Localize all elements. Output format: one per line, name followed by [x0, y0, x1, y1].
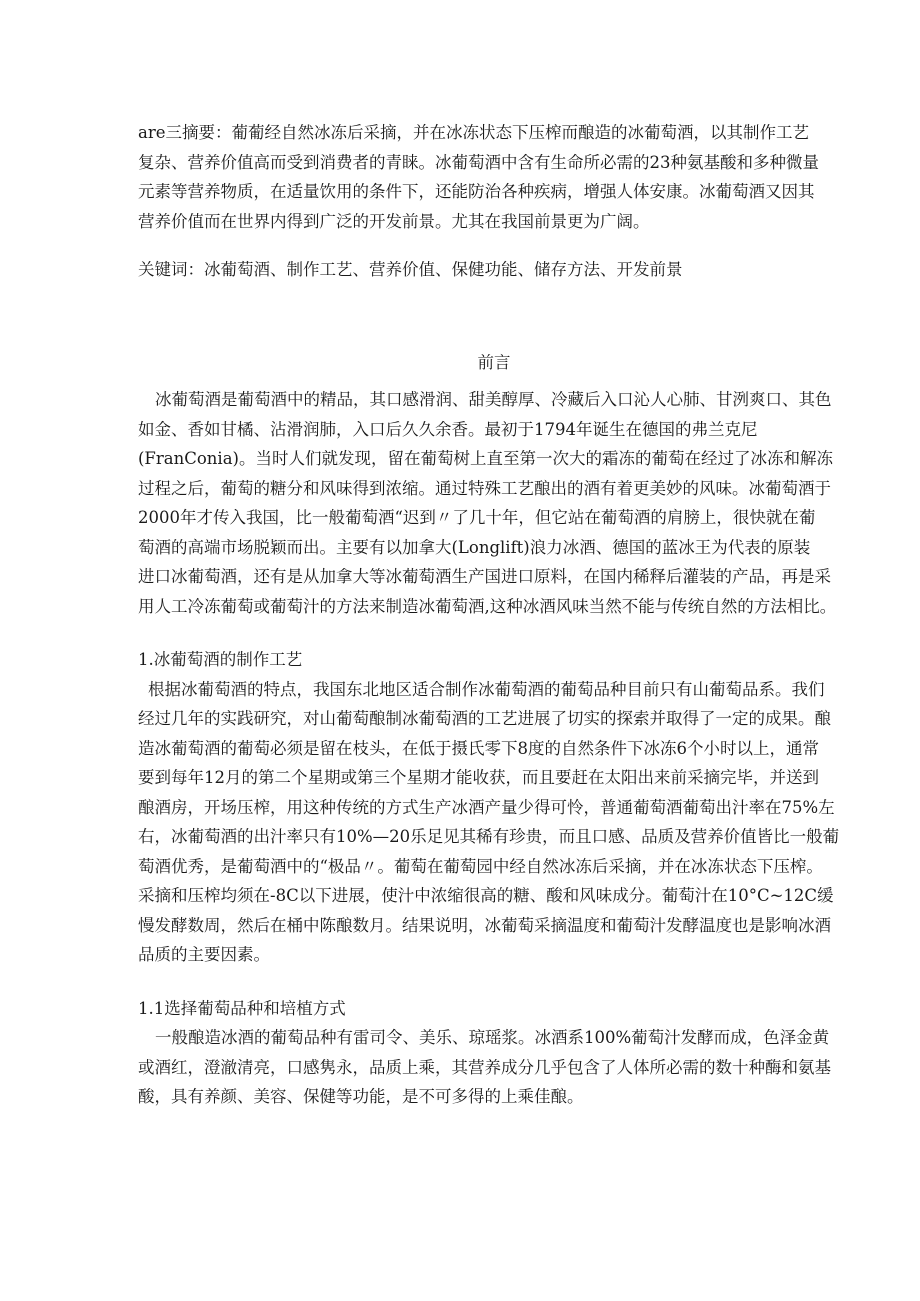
section-line: 品质的主要因素。 [138, 945, 270, 964]
abstract-paragraph [138, 118, 850, 236]
abstract-line: 元素等营养物质，在适量饮用的条件下，还能防治各种疾病，增强人体安康。冰葡萄酒又因其 [138, 182, 815, 201]
section-line: 采摘和压榨均须在-8C以下进展，使汁中浓缩很高的糖、酸和风味成分。葡萄汁在10°C~12C缓 [138, 886, 834, 905]
abstract-line: 复杂、营养价值高而受到消费者的青睐。冰葡萄酒中含有生命所必需的23种氨基酸和多种微量 [138, 152, 819, 172]
preface-paragraph [138, 385, 850, 621]
section-line: 萄酒优秀，是葡萄酒中的“极品〃。葡萄在葡萄园中经自然冰冻后采摘，并在冰冻状态下压榨。 [138, 856, 823, 876]
document-page [138, 118, 850, 1112]
section-line: 造冰葡萄酒的葡萄必须是留在枝头，在低于摄氏零下8度的自然条件下冰冻6个小时以上，通常 [138, 738, 819, 758]
preface-line: 用人工冷冻葡萄或葡萄汁的方法来制造冰葡萄酒,这种冰酒风味当然不能与传统自然的方法相比。 [138, 596, 837, 616]
preface-line: (FranConia)。当时人们就发现，留在葡萄树上直至第一次大的霜冻的葡萄在经过了冰冻和解冻 [138, 449, 833, 468]
section-paragraph [138, 675, 850, 970]
preface-line: 萄酒的高端市场脱颖而出。主要有以加拿大(Longlift)浪力冰酒、德国的蓝冰王为代表的原装 [138, 537, 811, 557]
preface-line: 如金、香如甘橘、沾滑润肺，入口后久久余香。最初于1794年诞生在德国的弗兰克尼 [138, 419, 758, 439]
section-line: 右，冰葡萄酒的出汁率只有10%—20乐足见其稀有珍贵，而且口感、品质及营养价值皆比一般葡 [138, 827, 840, 846]
section-line: 经过几年的实践研究，对山葡萄酿制冰葡萄酒的工艺进展了切实的探索并取得了一定的成果。酿 [138, 709, 831, 728]
abstract-line: are三摘要：葡葡经自然冰冻后采摘，并在冰冻状态下压榨而酿造的冰葡萄酒，以其制作工艺 [138, 123, 809, 142]
preface-title: 前言 [477, 352, 511, 372]
section-line: 慢发酵数周，然后在桶中陈酿数月。结果说明，冰葡萄采摘温度和葡萄汁发酵温度也是影响冰酒 [138, 915, 831, 935]
subsection-line: 一般酿造冰酒的葡萄品种有雷司令、美乐、琼瑶浆。冰酒系100%葡萄汁发酵而成，色泽金黄 [155, 1028, 830, 1047]
preface-line: 过程之后，葡萄的糖分和风味得到浓缩。通过特殊工艺酿出的酒有着更美妙的风味。冰葡萄酒于 [138, 478, 831, 498]
abstract-line: 营养价值而在世界内得到广泛的开发前景。尤其在我国前景更为广阔。 [138, 211, 650, 231]
keywords-line: 关键词：冰葡萄酒、制作工艺、营养价值、保健功能、储存方法、开发前景 [138, 260, 683, 279]
subsection-heading: 1.1选择葡萄品种和培植方式 [138, 998, 346, 1018]
section-heading: 1.冰葡萄酒的制作工艺 [138, 650, 303, 669]
section-line: 要到每年12月的第二个星期或第三个星期才能收获，而且要赶在太阳出来前采摘完毕，并送到 [138, 768, 819, 787]
preface-line: 冰葡萄酒是葡萄酒中的精品，其口感滑润、甜美醇厚、冷藏后入口沁人心肺、甘洌爽口、其色 [155, 390, 832, 409]
subsection-paragraph [138, 1023, 850, 1112]
section-line: 酿酒房，开场压榨，用这种传统的方式生产冰酒产量少得可怜，普通葡萄酒葡萄出汁率在75%左 [138, 797, 835, 817]
preface-line: 2000年才传入我国，比一般葡萄酒“迟到〃了几十年，但它站在葡萄酒的肩膀上，很快就在葡 [138, 508, 816, 527]
preface-line: 进口冰葡萄酒，还有是从加拿大等冰葡萄酒生产国进口原料，在国内稀释后灌装的产品，再是采 [138, 567, 831, 586]
subsection-line: 酸，具有养颜、美容、保健等功能，是不可多得的上乘佳酿。 [138, 1087, 584, 1106]
section-line: 根据冰葡萄酒的特点，我国东北地区适合制作冰葡萄酒的葡萄品种目前只有山葡萄品系。我们 [148, 679, 825, 699]
subsection-line: 或酒红，澄澈清亮，口感隽永，品质上乘，其营养成分几乎包含了人体所必需的数十种酶和氨基 [138, 1057, 831, 1077]
